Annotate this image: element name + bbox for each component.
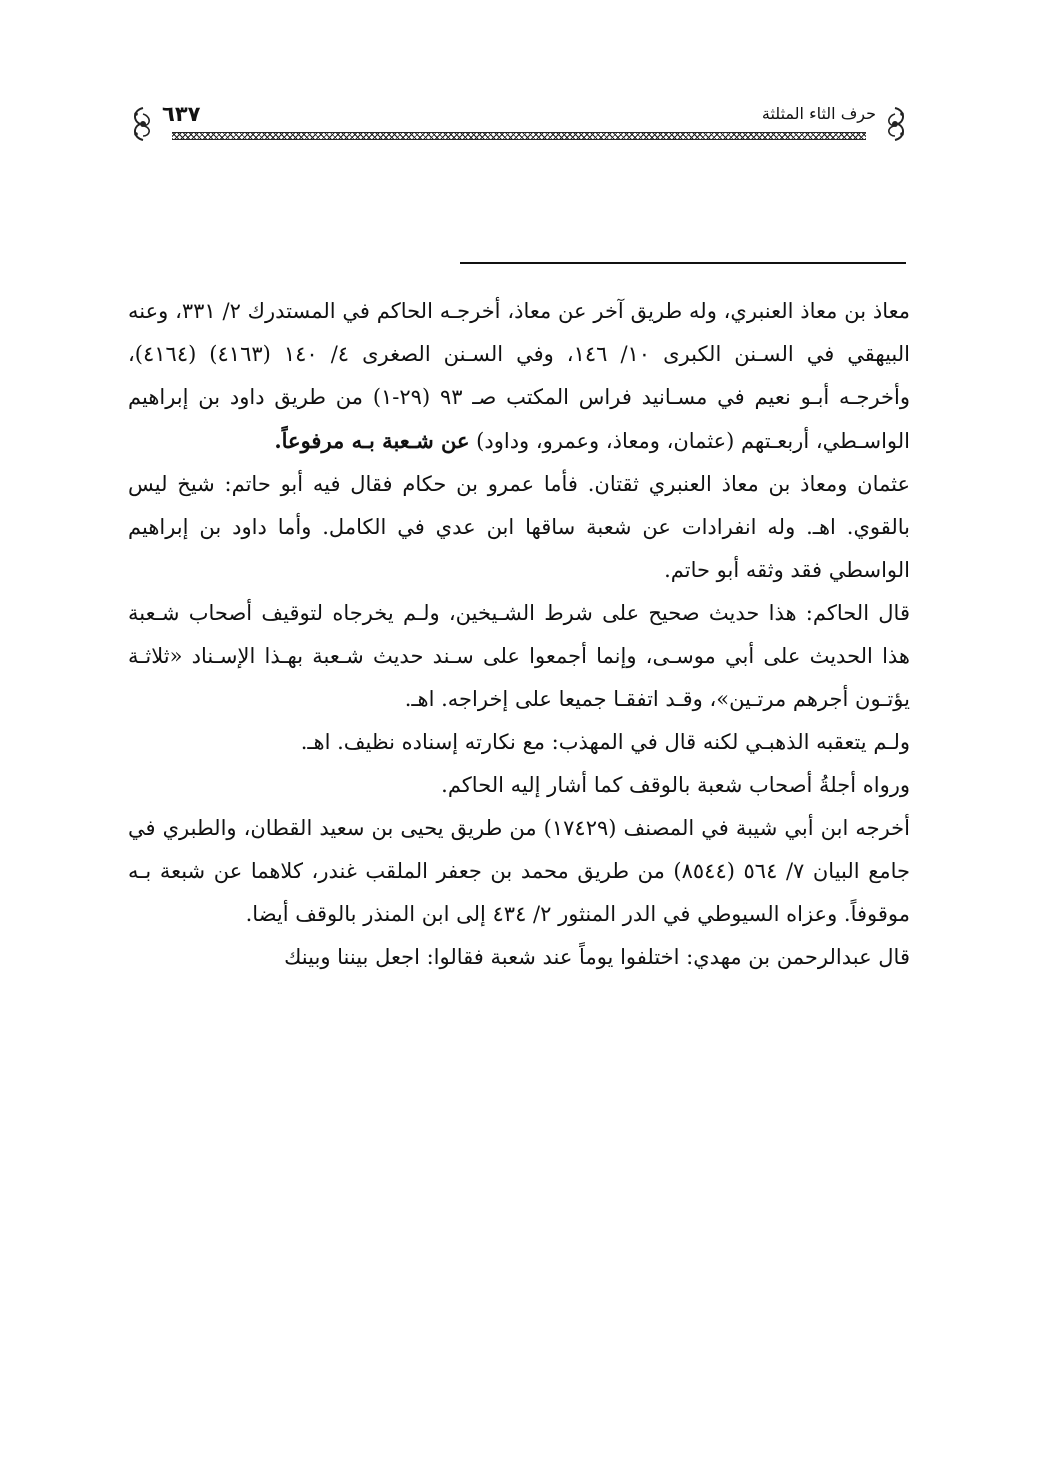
running-title: حرف الثاء المثلثة	[758, 104, 880, 123]
paragraph	[128, 290, 910, 463]
paragraph-text: قال عبدالرحمن بن مهدي: اختلفوا يوماً عند شعبة فقالوا: اجعل بيننا وبينك	[284, 945, 910, 969]
paragraph	[128, 764, 910, 807]
paragraph	[128, 936, 910, 979]
paragraph	[128, 592, 910, 721]
page-number: ٦٣٧	[158, 102, 204, 126]
running-header	[128, 100, 910, 146]
paragraph-text: أخرجه ابن أبي شيبة في المصنف (١٧٤٢٩) من طريق يحيى بن سعيد القطان، والطبري في جامع البيان ٧/ ٥٦٤ (٨٥٤٤) من طريق محمد بن جعفر الملقب غندر، كلاهما عن شبعة بـه موقوفاً. وعزاه السيوطي في الدر المنثور ٢/ ٤٣٤ إلى ابن المنذر بالوقف أيضا.	[128, 816, 910, 926]
paragraph-text: معاذ بن معاذ العنبري، وله طريق آخر عن معاذ، أخرجـه الحاكم في المستدرك ٢/ ٣٣١، وعنه البيهقي في السـنن الكبرى ١٠/ ١٤٦، وفي السـنن الصغرى ٤/ ١٤٠ (٤١٦٣) (٤١٦٤)، وأخرجـه أبـو نعيم في مسـانيد فراس المكتب صـ ٩٣ (٢٩-١) من طريق داود بن إبراهيم الواسـطي، أربعـتهم (عثمان، ومعاذ، وعمرو، وداود)	[128, 299, 911, 453]
floral-ornament-icon	[128, 104, 158, 144]
paragraph-text: ولـم يتعقبه الذهبـي لكنه قال في المهذب: مع نكارته إسناده نظيف. اهـ.	[300, 730, 910, 754]
paragraph-text: عثمان ومعاذ بن معاذ العنبري ثقتان. فأما عمرو بن حكام فقال فيه أبو حاتم: شيخ ليس بالقوي. اهـ. وله انفرادات عن شعبة ساقها ابن عدي في الكامل. وأما داود بن إبراهيم الواسطي فقد وثقه أبو حاتم.	[128, 472, 910, 582]
paragraph-text: قال الحاكم: هذا حديث صحيح على شرط الشـيخين، ولـم يخرجاه لتوقيف أصحاب شـعبة هذا الحديث على أبي موسـى، وإنما أجمعوا على سـند حديث شـعبة بهـذا الإسـناد «ثلاثـة يؤتـون أجرهم مرتـين»، وقـد اتفقـا جميعا على إخراجه. اهـ.	[128, 601, 910, 711]
paragraph-bold-text: عن شـعبة بـه مرفوعاً.	[274, 428, 470, 453]
paragraph	[128, 721, 910, 764]
footnote-separator-line	[460, 262, 906, 264]
paragraph	[128, 463, 910, 592]
header-ornamental-rule	[172, 132, 866, 140]
floral-ornament-icon	[880, 104, 910, 144]
paragraph-text: ورواه أجلةُ أصحاب شعبة بالوقف كما أشار إليه الحاكم.	[441, 773, 910, 797]
body-text	[128, 290, 910, 979]
paragraph	[128, 807, 910, 936]
